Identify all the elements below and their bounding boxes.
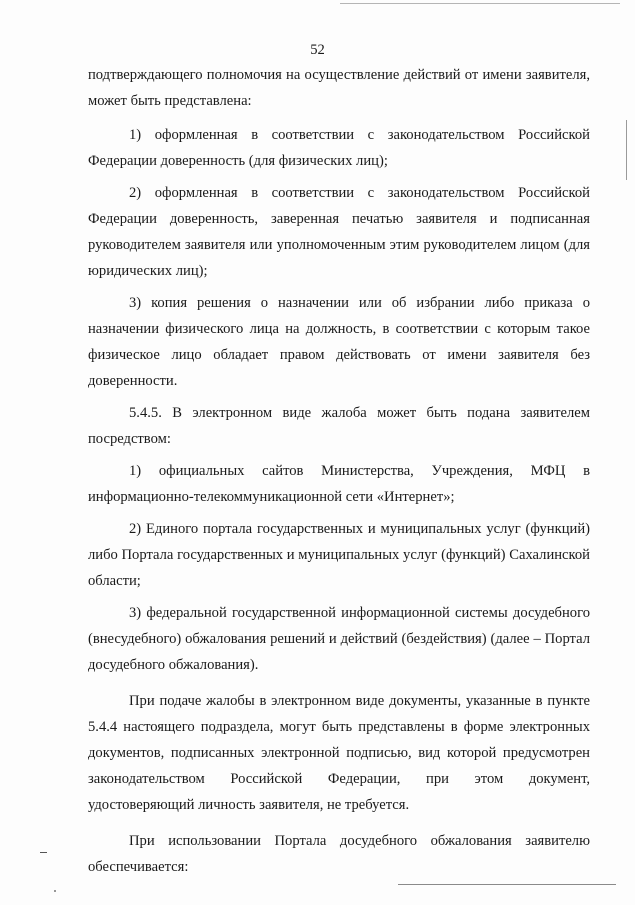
- page-number: 52: [310, 42, 325, 58]
- paragraph-channel-2: 2) Единого портала государственных и муниципальных услуг (функций) либо Портала государственных и муниципальных услуг (функций) Сахалинской области;: [88, 521, 590, 589]
- paragraph-item-2: 2) оформленная в соответствии с законодательством Российской Федерации доверенность, заверенная печатью заявителя и подписанная руководителем заявителя или уполномоченным этим руководителем лицом (для юридических лиц);: [88, 185, 590, 279]
- scan-artifact-bottom: [398, 884, 616, 885]
- paragraph-section-5-4-5: 5.4.5. В электронном виде жалоба может быть подана заявителем посредством:: [88, 405, 590, 447]
- scan-artifact-top: [340, 3, 620, 4]
- scan-artifact-left-dash: [40, 852, 47, 853]
- paragraph-portal-usage: При использовании Портала досудебного обжалования заявителю обеспечивается:: [88, 833, 590, 875]
- paragraph-channel-3: 3) федеральной государственной информационной системы досудебного (внесудебного) обжалования решений и действий (бездействия) (далее – Портал досудебного обжалования).: [88, 605, 590, 673]
- paragraph-item-1: 1) оформленная в соответствии с законодательством Российской Федерации доверенность (для физических лиц);: [88, 127, 590, 169]
- paragraph-item-3: 3) копия решения о назначении или об избрании либо приказа о назначении физического лица на должность, в соответствии с которым такое физическое лицо обладает правом действовать от имени заявителя без доверенности.: [88, 295, 590, 389]
- paragraph-electronic-docs: При подаче жалобы в электронном виде документы, указанные в пункте 5.4.4 настоящего подраздела, могут быть представлены в форме электронных документов, подписанных электронной подписью, вид которой предусмотрен законодательством Российской Федерации, при этом документ, удостоверяющий личность заявителя, не требуется.: [88, 693, 590, 813]
- paragraph-continuation: подтверждающего полномочия на осуществление действий от имени заявителя, может быть представлена:: [88, 67, 590, 109]
- scan-artifact-right-edge: [626, 120, 627, 180]
- scan-artifact-dot: [54, 890, 56, 892]
- paragraph-channel-1: 1) официальных сайтов Министерства, Учреждения, МФЦ в информационно-телекоммуникационной сети «Интернет»;: [88, 463, 590, 505]
- document-body: [88, 62, 590, 880]
